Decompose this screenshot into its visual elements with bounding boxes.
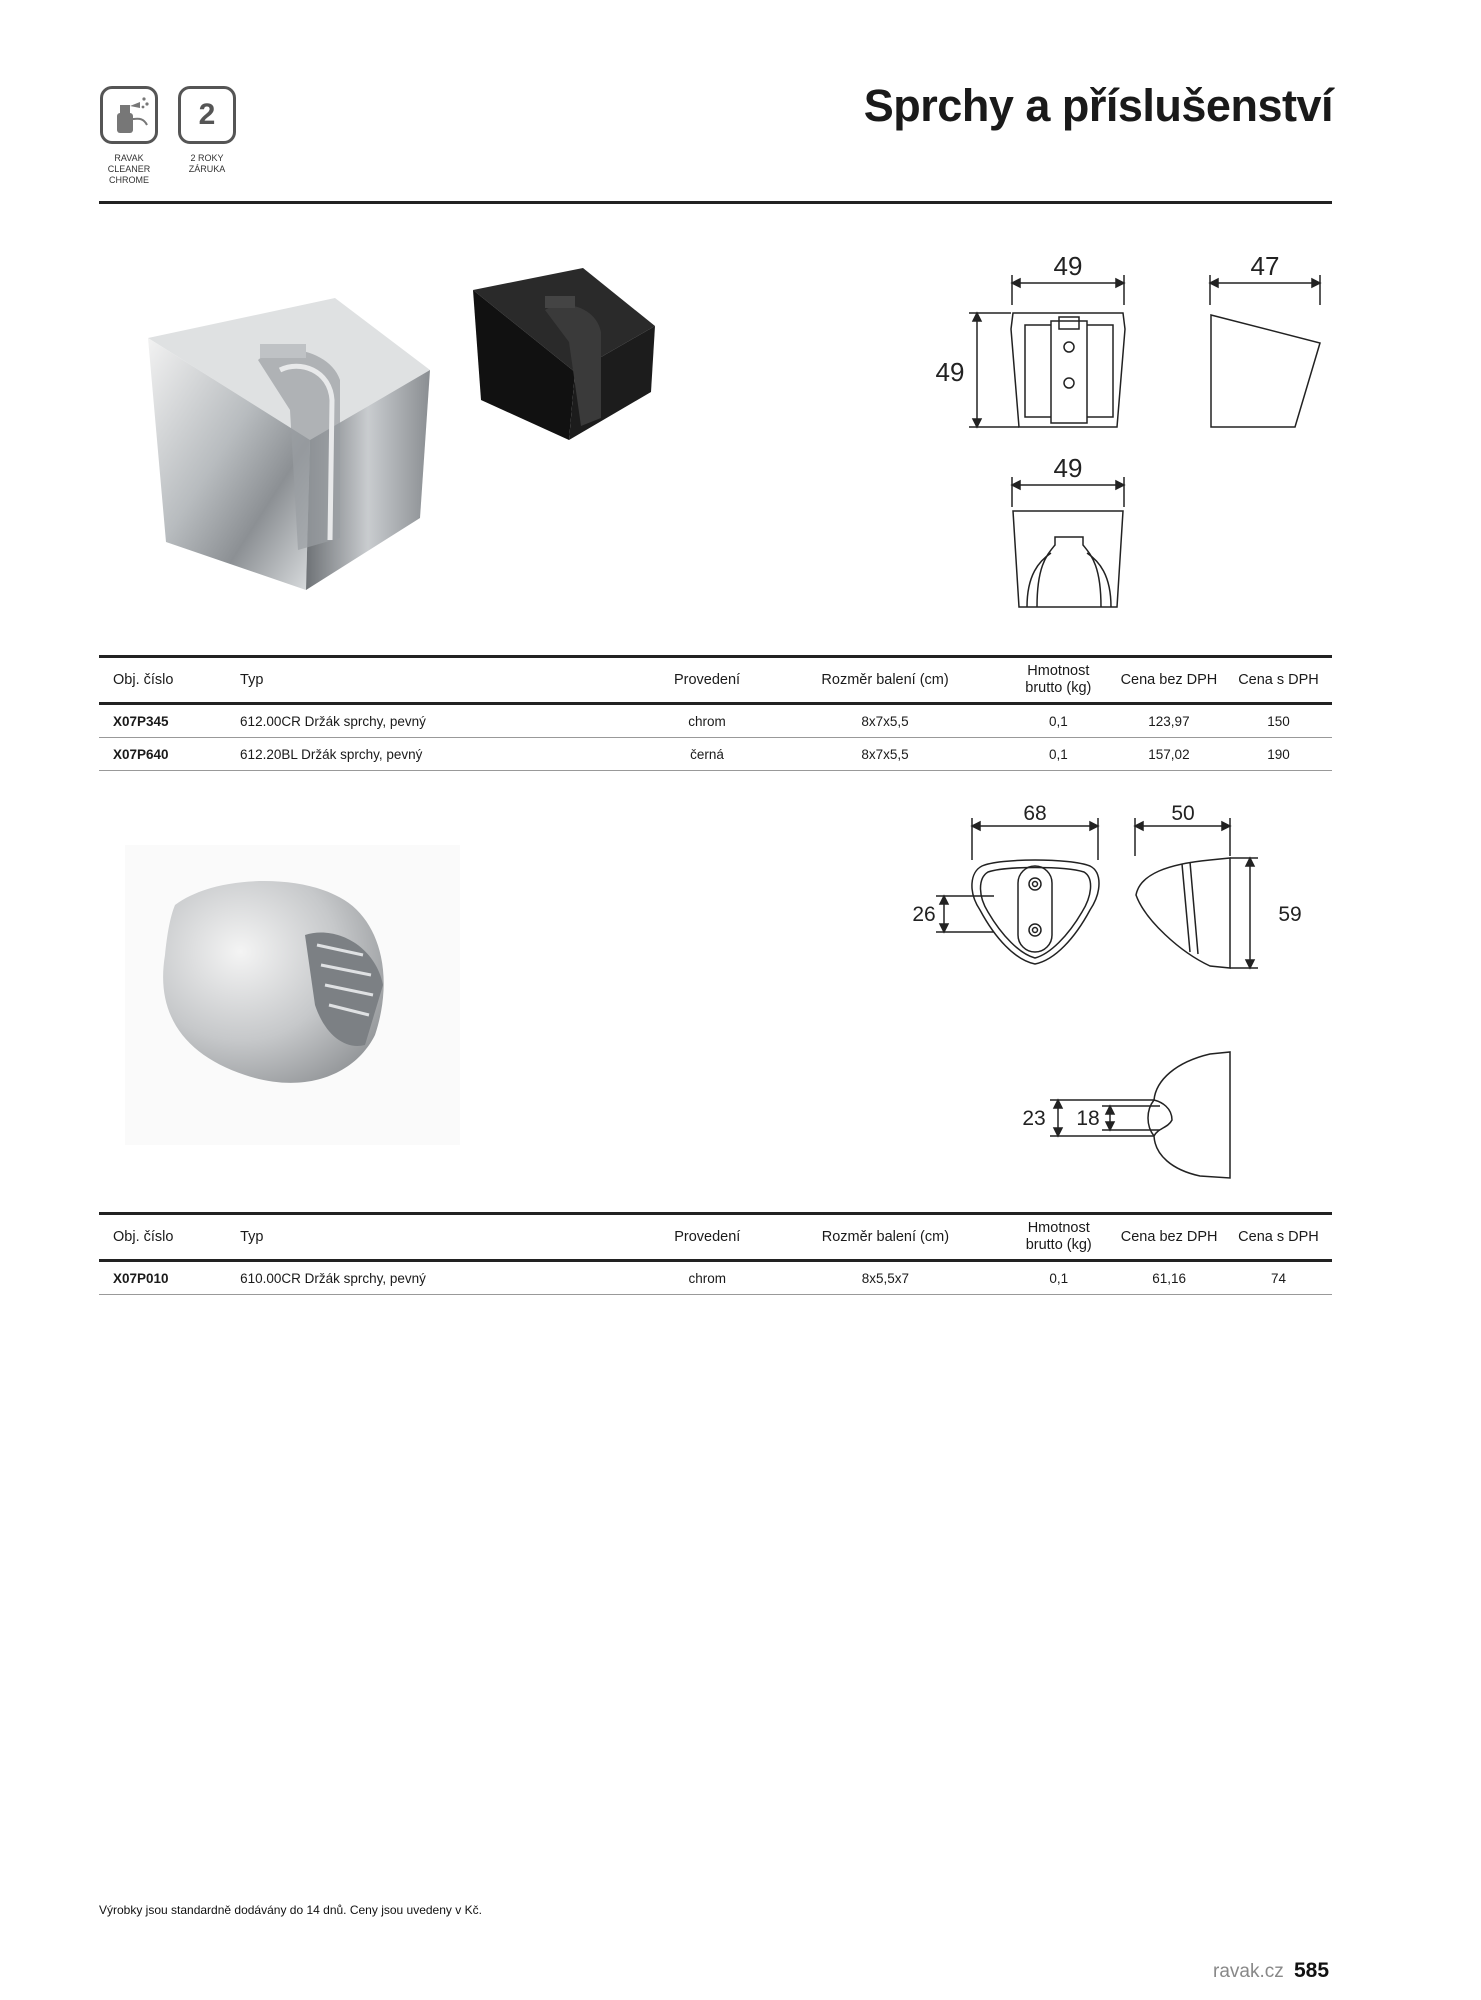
col-type: Typ xyxy=(234,657,648,704)
warranty-icon xyxy=(178,86,236,144)
product-table-2 xyxy=(99,1212,1332,1295)
table-row: X07P345 612.00CR Držák sprchy, pevný chrom 8x7x5,5 0,1 123,97 150 xyxy=(99,704,1332,738)
col-finish: Provedení xyxy=(648,657,767,704)
cleaner-spray-icon xyxy=(100,86,158,144)
dim-front-height: 26 xyxy=(912,903,936,926)
footer-site-link[interactable]: ravak.cz xyxy=(1213,1961,1284,1982)
dim-slot-outer: 23 xyxy=(1022,1107,1046,1130)
dim-bottom-width: 49 xyxy=(1053,453,1083,483)
dim-slot-inner: 18 xyxy=(1076,1107,1100,1130)
page-title: Sprchy a příslušenství xyxy=(863,80,1333,131)
warranty-number: 2 xyxy=(198,98,216,131)
product-table-1 xyxy=(99,655,1332,771)
col-price-incl: Cena s DPH xyxy=(1225,657,1332,704)
col-package: Rozměr balení (cm) xyxy=(767,1214,1005,1261)
table-row: X07P010 610.00CR Držák sprchy, pevný chrom 8x5,5x7 0,1 61,16 74 xyxy=(99,1261,1332,1295)
dim-side-depth: 47 xyxy=(1250,251,1280,281)
dim-front-height: 49 xyxy=(935,357,965,387)
col-code: Obj. číslo xyxy=(99,1214,234,1261)
chrome-holder-photo xyxy=(130,270,470,600)
holder-1-technical-drawing xyxy=(935,245,1335,625)
col-weight: Hmotnost brutto (kg) xyxy=(1004,657,1113,704)
black-holder-photo xyxy=(465,262,665,442)
dim-front-width: 49 xyxy=(1053,251,1083,281)
warranty-badge-caption: 2 ROKY ZÁRUKA xyxy=(188,153,226,174)
holder-2-technical-drawing xyxy=(910,800,1310,1190)
col-code: Obj. číslo xyxy=(99,657,234,704)
dim-side-height: 59 xyxy=(1278,903,1302,926)
col-price-incl: Cena s DPH xyxy=(1225,1214,1332,1261)
col-finish: Provedení xyxy=(648,1214,767,1261)
dim-front-width: 68 xyxy=(1023,802,1047,825)
col-package: Rozměr balení (cm) xyxy=(766,657,1003,704)
cleaner-badge-caption: RAVAK CLEANER CHROME xyxy=(107,153,151,185)
col-weight: Hmotnost brutto (kg) xyxy=(1004,1214,1113,1261)
footer-note: Výrobky jsou standardně dodávány do 14 dnů. Ceny jsou uvedeny v Kč. xyxy=(99,1903,482,1917)
page-number: 585 xyxy=(1294,1959,1330,1982)
header-divider xyxy=(99,201,1332,204)
dim-side-depth: 50 xyxy=(1171,802,1195,825)
col-price-excl: Cena bez DPH xyxy=(1113,1214,1225,1261)
col-price-excl: Cena bez DPH xyxy=(1113,657,1225,704)
col-type: Typ xyxy=(234,1214,648,1261)
chrome-round-holder-photo xyxy=(125,845,460,1145)
table-row: X07P640 612.20BL Držák sprchy, pevný černá 8x7x5,5 0,1 157,02 190 xyxy=(99,738,1332,771)
